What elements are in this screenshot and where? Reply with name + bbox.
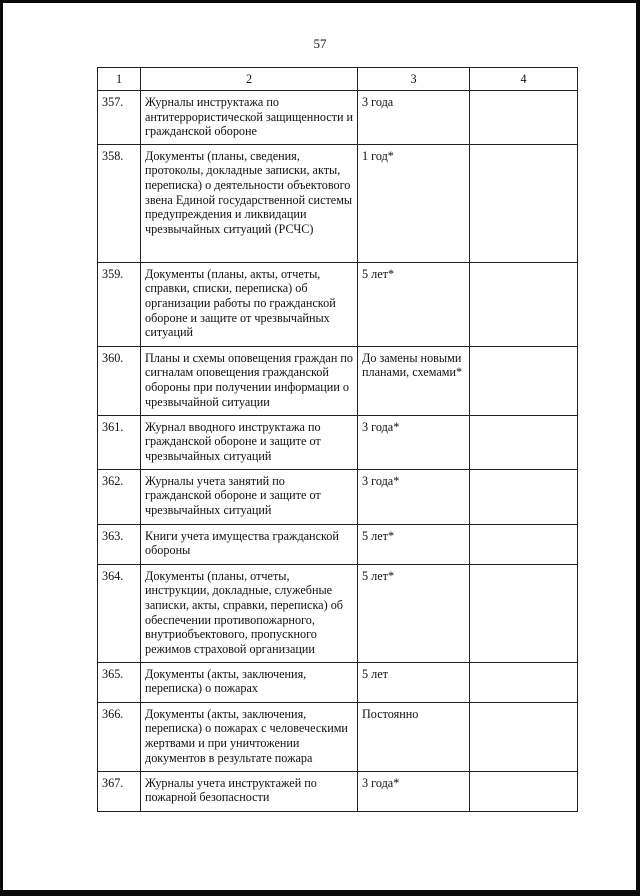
document-title: Планы и схемы оповещения граждан по сигналам оповещения гражданской обороны при получении информации о чрезвычайной ситуации — [141, 346, 358, 415]
table-row — [98, 524, 578, 564]
document-retention-table — [97, 67, 578, 812]
document-title: Документы (планы, акты, отчеты, справки, списки, переписка) об организации работы по гражданской обороне и защите от чрезвычайных ситуаций — [141, 262, 358, 346]
article-number: 364. — [98, 564, 141, 662]
table-row — [98, 564, 578, 662]
article-number: 360. — [98, 346, 141, 415]
notes-cell — [470, 469, 578, 524]
table-row — [98, 469, 578, 524]
scan-border-top — [0, 0, 640, 3]
retention-term: 3 года — [358, 91, 470, 145]
page-number: 57 — [313, 36, 327, 51]
retention-term: 3 года* — [358, 469, 470, 524]
retention-term: До замены новыми планами, схемами* — [358, 346, 470, 415]
column-header-2: 2 — [141, 68, 358, 91]
retention-term: 5 лет — [358, 662, 470, 702]
document-title: Журналы учета занятий по гражданской обороне и защите от чрезвычайных ситуаций — [141, 469, 358, 524]
table-row — [98, 662, 578, 702]
document-title: Книги учета имущества гражданской обороны — [141, 524, 358, 564]
column-header-1: 1 — [98, 68, 141, 91]
notes-cell — [470, 144, 578, 262]
document-title: Журналы инструктажа по антитеррористической защищенности и гражданской обороне — [141, 91, 358, 145]
notes-cell — [470, 415, 578, 469]
document-title: Документы (акты, заключения, переписка) о пожарах с человеческими жертвами и при уничтожении документов в результате пожара — [141, 702, 358, 771]
article-number: 362. — [98, 469, 141, 524]
notes-cell — [470, 91, 578, 145]
retention-term: 5 лет* — [358, 564, 470, 662]
table-row — [98, 346, 578, 415]
table-row — [98, 144, 578, 262]
scan-border-bottom — [0, 890, 640, 896]
table-row — [98, 415, 578, 469]
article-number: 365. — [98, 662, 141, 702]
notes-cell — [470, 662, 578, 702]
retention-term: 3 года* — [358, 415, 470, 469]
article-number: 367. — [98, 771, 141, 811]
article-number: 366. — [98, 702, 141, 771]
notes-cell — [470, 346, 578, 415]
retention-term: 1 год* — [358, 144, 470, 262]
table-row — [98, 702, 578, 771]
scan-border-right — [636, 0, 640, 896]
article-number: 361. — [98, 415, 141, 469]
notes-cell — [470, 262, 578, 346]
notes-cell — [470, 524, 578, 564]
article-number: 358. — [98, 144, 141, 262]
column-header-4: 4 — [470, 68, 578, 91]
table-row — [98, 262, 578, 346]
notes-cell — [470, 702, 578, 771]
retention-term: 3 года* — [358, 771, 470, 811]
document-title: Документы (планы, сведения, протоколы, докладные записки, акты, переписка) о деятельности объектового звена Единой государственной системы предупреждения и ликвидации чрезвычайных ситуаций (РСЧС) — [141, 144, 358, 262]
retention-term: 5 лет* — [358, 524, 470, 564]
retention-term: Постоянно — [358, 702, 470, 771]
table-row — [98, 91, 578, 145]
table-header-row — [98, 68, 578, 91]
article-number: 357. — [98, 91, 141, 145]
scan-border-left — [0, 0, 3, 896]
notes-cell — [470, 564, 578, 662]
retention-term: 5 лет* — [358, 262, 470, 346]
document-title: Журналы учета инструктажей по пожарной безопасности — [141, 771, 358, 811]
notes-cell — [470, 771, 578, 811]
column-header-3: 3 — [358, 68, 470, 91]
table-row — [98, 771, 578, 811]
article-number: 363. — [98, 524, 141, 564]
article-number: 359. — [98, 262, 141, 346]
document-title: Документы (планы, отчеты, инструкции, докладные, служебные записки, акты, справки, переписка) об обеспечении противопожарного, внутриобъектового, пропускного режимов страховой организации — [141, 564, 358, 662]
document-title: Документы (акты, заключения, переписка) о пожарах — [141, 662, 358, 702]
document-title: Журнал вводного инструктажа по гражданской обороне и защите от чрезвычайных ситуаций — [141, 415, 358, 469]
